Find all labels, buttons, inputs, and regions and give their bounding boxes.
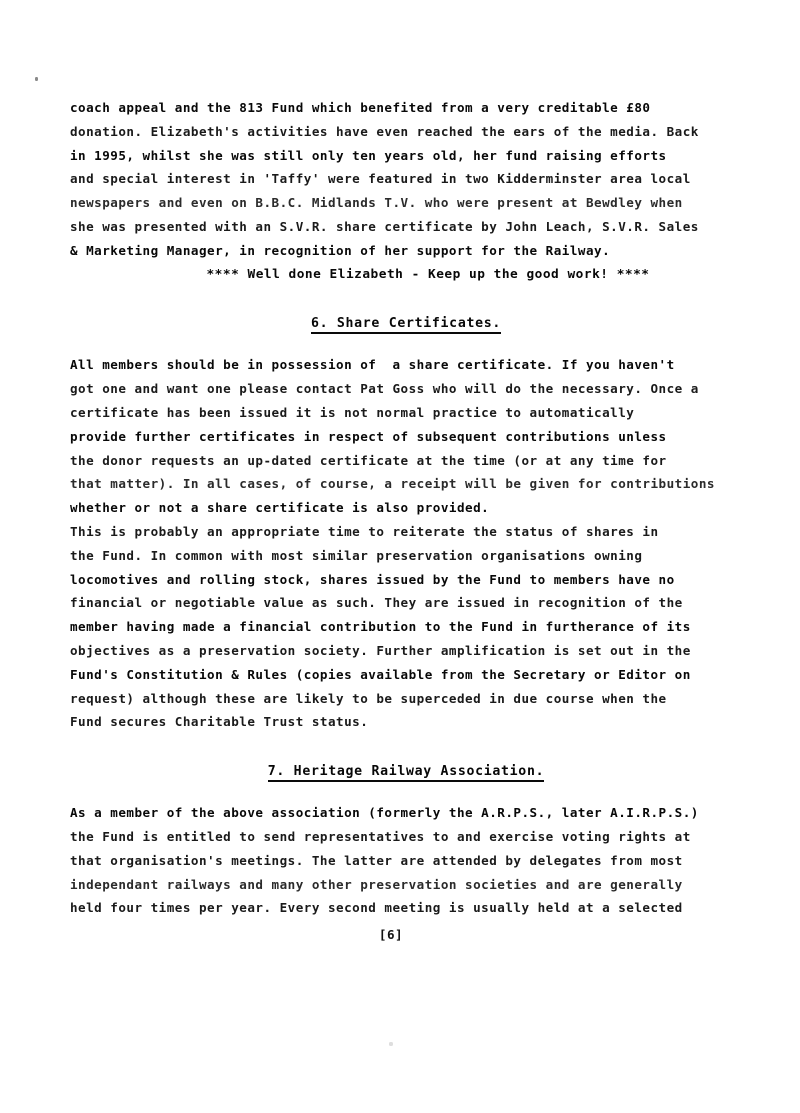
opening-paragraph [70,96,742,263]
spacer [70,782,742,801]
text-line: independant railways and many other preservation societies and are generally [70,876,683,892]
spacer [70,334,742,353]
text-line: certificate has been issued it is not normal practice to automatically [70,404,635,420]
congratulation-line: **** Well done Elizabeth - Keep up the good work! **** [206,266,650,282]
text-line: and special interest in 'Taffy' were featured in two Kidderminster area local [70,171,691,187]
text-line: whether or not a share certificate is also provided. [70,500,490,516]
text-line: & Marketing Manager, in recognition of her support for the Railway. [70,242,611,258]
text-line: locomotives and rolling stock, shares issued by the Fund to members have no [70,571,675,587]
page-text-body [70,96,742,942]
text-line: financial or negotiable value as such. They are issued in recognition of the [70,595,683,611]
text-line: All members should be in possession of a share certificate. If you haven't [70,357,675,373]
text-line: the donor requests an up-dated certificate at the time (or at any time for [70,452,667,468]
text-line: objectives as a preservation society. Further amplification is set out in the [70,642,691,658]
text-line: request) although these are likely to be superceded in due course when the [70,690,667,706]
section-heading-seven-block [70,760,742,782]
section-six-body [70,353,742,734]
text-line: Fund secures Charitable Trust status. [70,714,369,730]
text-line: donation. Elizabeth's activities have even reached the ears of the media. Back [70,123,699,139]
section-heading-six-block [70,312,742,334]
text-line: the Fund is entitled to send representatives to and exercise voting rights at [70,828,691,844]
text-line: got one and want one please contact Pat Goss who will do the necessary. Once a [70,381,699,397]
text-line: member having made a financial contribution to the Fund in furtherance of its [70,619,691,635]
section-heading-seven: 7. Heritage Railway Association. [268,764,544,782]
text-line: As a member of the above association (formerly the A.R.P.S., later A.I.R.P.S.) [70,805,699,821]
section-seven-body [70,801,742,920]
scan-speck-top [35,77,38,81]
text-line: coach appeal and the 813 Fund which benefited from a very creditable £80 [70,100,651,115]
text-line: the Fund. In common with most similar preservation organisations owning [70,547,643,563]
text-line: that organisation's meetings. The latter are attended by delegates from most [70,852,683,868]
text-line: Fund's Constitution & Rules (copies available from the Secretary or Editor on [70,666,691,682]
text-line: in 1995, whilst she was still only ten years old, her fund raising efforts [70,147,667,163]
text-line: newspapers and even on B.B.C. Midlands T.V. who were present at Bewdley when [70,195,683,211]
section-heading-six: 6. Share Certificates. [311,316,501,334]
text-line: This is probably an appropriate time to reiterate the status of shares in [70,523,659,539]
text-line: that matter). In all cases, of course, a receipt will be given for contributions [70,476,715,492]
page-number: [6] [378,927,404,943]
text-line: held four times per year. Every second meeting is usually held at a selected [70,900,683,916]
text-line: she was presented with an S.V.R. share certificate by John Leach, S.V.R. Sales [70,218,699,234]
spacer [70,734,742,760]
spacer [70,286,742,312]
text-line: provide further certificates in respect of subsequent contributions unless [70,428,667,444]
scan-speck-bottom [389,1042,393,1046]
